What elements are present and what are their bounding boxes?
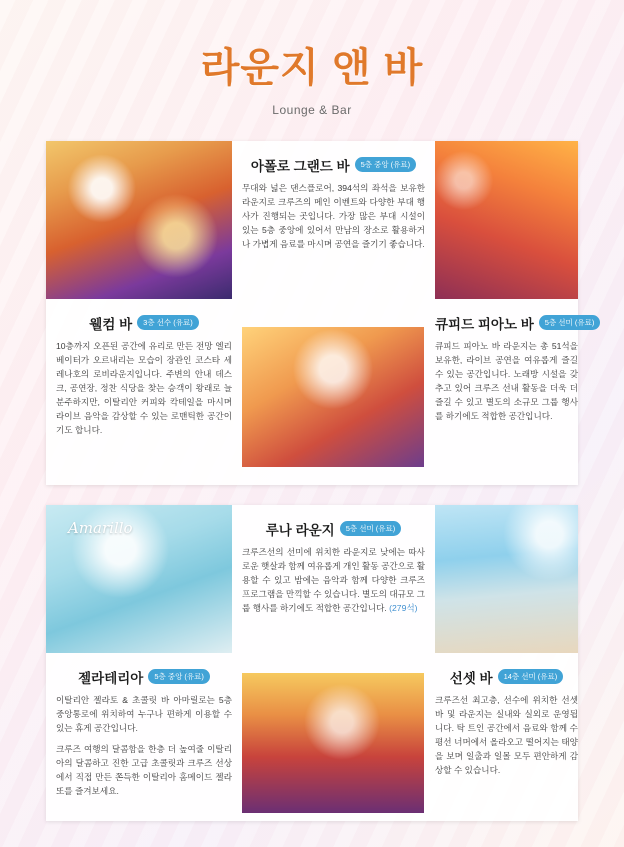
photo-apollo-grand-bar-atrium (46, 141, 232, 299)
section-title: 큐피드 피아노 바 (435, 317, 534, 332)
section-badge: 5층 선미 (유료) (539, 315, 601, 330)
section-title: 선셋 바 (449, 671, 493, 686)
section-title-row (242, 155, 425, 175)
panel-bottom (46, 505, 578, 821)
section-body: 큐피드 피아노 바 라운지는 총 51석을 보유한, 라이브 공연을 여유롭게 즐길 수 있는 공간입니다. 노래방 시설을 갖추고 있어 크루즈 선내 활동을 더욱 더 즐길 수 있고 별도의 소규모 그룹 행사를 하기에도 적합한 공간입니다. (435, 341, 578, 421)
panel-top (46, 141, 595, 485)
section-apollo-grand-bar (242, 155, 425, 252)
section-gelateria (56, 667, 232, 798)
section-body: 이탈리안 젤라토 & 초콜릿 바 아마릴로는 5층 중앙통로에 위치하여 누구나 편하게 이용할 수 있는 휴게 공간입니다. (56, 695, 232, 733)
section-title-row (242, 519, 425, 539)
section-body: 10층까지 오픈된 공간에 유리로 만든 전망 엘리베이터가 오르내리는 모습이 장관인 코스타 세레나호의 로비라운지입니다. 주변의 안내 데스크, 공연장, 정찬 식당을 찾는 승객이 왕래로 늘 분주하지만, 이탈리안 커피와 칵테일을 마시며 라이브 음악을 감상할 수 있는 로맨틱한 공간이기도 합니다. (56, 341, 232, 435)
section-title-row (56, 313, 232, 333)
photo-amarillo-gelateria (46, 505, 232, 653)
section-title-row (435, 313, 595, 333)
section-cupid-piano-bar (435, 313, 595, 424)
section-badge: 5층 중앙 (유료) (355, 157, 417, 172)
section-title-row (56, 667, 232, 687)
section-body-text: 크루즈선의 선미에 위치한 라운지로 낮에는 따사로운 햇살과 함께 여유롭게 개인 활동 공간으로 활용할 수 있고 밤에는 음악과 함께 다양한 크루즈 프로그램을 만끽할 수 있습니다. 별도의 대규모 그룹 행사를 하기에도 적합한 공간입니다. (242, 547, 425, 613)
photo-welcome-bar-lounge (242, 327, 424, 467)
photo-gelateria-interior (242, 673, 424, 813)
section-body (242, 546, 425, 616)
section-title-row (435, 667, 578, 687)
section-luna-lounge (242, 519, 425, 616)
section-badge: 3층 선수 (유료) (137, 315, 199, 330)
section-seat-note: (279석) (389, 602, 418, 613)
section-sunset-bar (435, 667, 578, 778)
section-welcome-bar (56, 313, 232, 437)
amarillo-sign-text: Amarillo (68, 519, 133, 537)
section-body: 무대와 넓은 댄스플로어, 394석의 좌석을 보유한 라운지로 크루즈의 메인 이벤트와 다양한 부대 행사가 진행되는 곳입니다. 가장 많은 부대 시설이 있는 5층 중앙에 있어서 만남의 장소로 활용하거나 가볍게 음료를 마시며 공연을 즐기기 좋습니다. (242, 183, 425, 249)
page-title: 라운지 앤 바 (200, 46, 424, 90)
photo-apollo-grand-bar-seating (435, 141, 578, 299)
section-title: 웰컴 바 (89, 317, 133, 332)
section-title: 아폴로 그랜드 바 (250, 159, 350, 174)
section-badge: 5층 중앙 (유료) (148, 669, 210, 684)
section-title: 젤라테리아 (78, 671, 144, 686)
page-header (0, 0, 624, 117)
section-body: 크루즈선 최고층, 선수에 위치한 선셋바 및 라운지는 실내와 실외로 운영됩니다. 탁 트인 공간에서 음료와 함께 수평선 너머에서 올라오고 떨어지는 태양을 보며 일출과 일몰 모두 편안하게 감상할 수 있습니다. (435, 695, 578, 775)
section-body-secondary: 크루즈 여행의 달콤함을 한층 더 높여줄 이탈리아의 달콤하고 진한 고급 초콜릿과 크루즈 선상에서 직접 만든 쫀득한 이탈리아 홈메이드 젤라또를 즐겨보세요. (56, 743, 232, 796)
photo-sunset-bar-deck (435, 505, 578, 653)
page-subtitle: Lounge & Bar (272, 103, 352, 117)
section-title: 루나 라운지 (265, 523, 335, 538)
section-badge: 5층 선미 (유료) (340, 521, 402, 536)
section-badge: 14층 선미 (유료) (498, 669, 564, 684)
